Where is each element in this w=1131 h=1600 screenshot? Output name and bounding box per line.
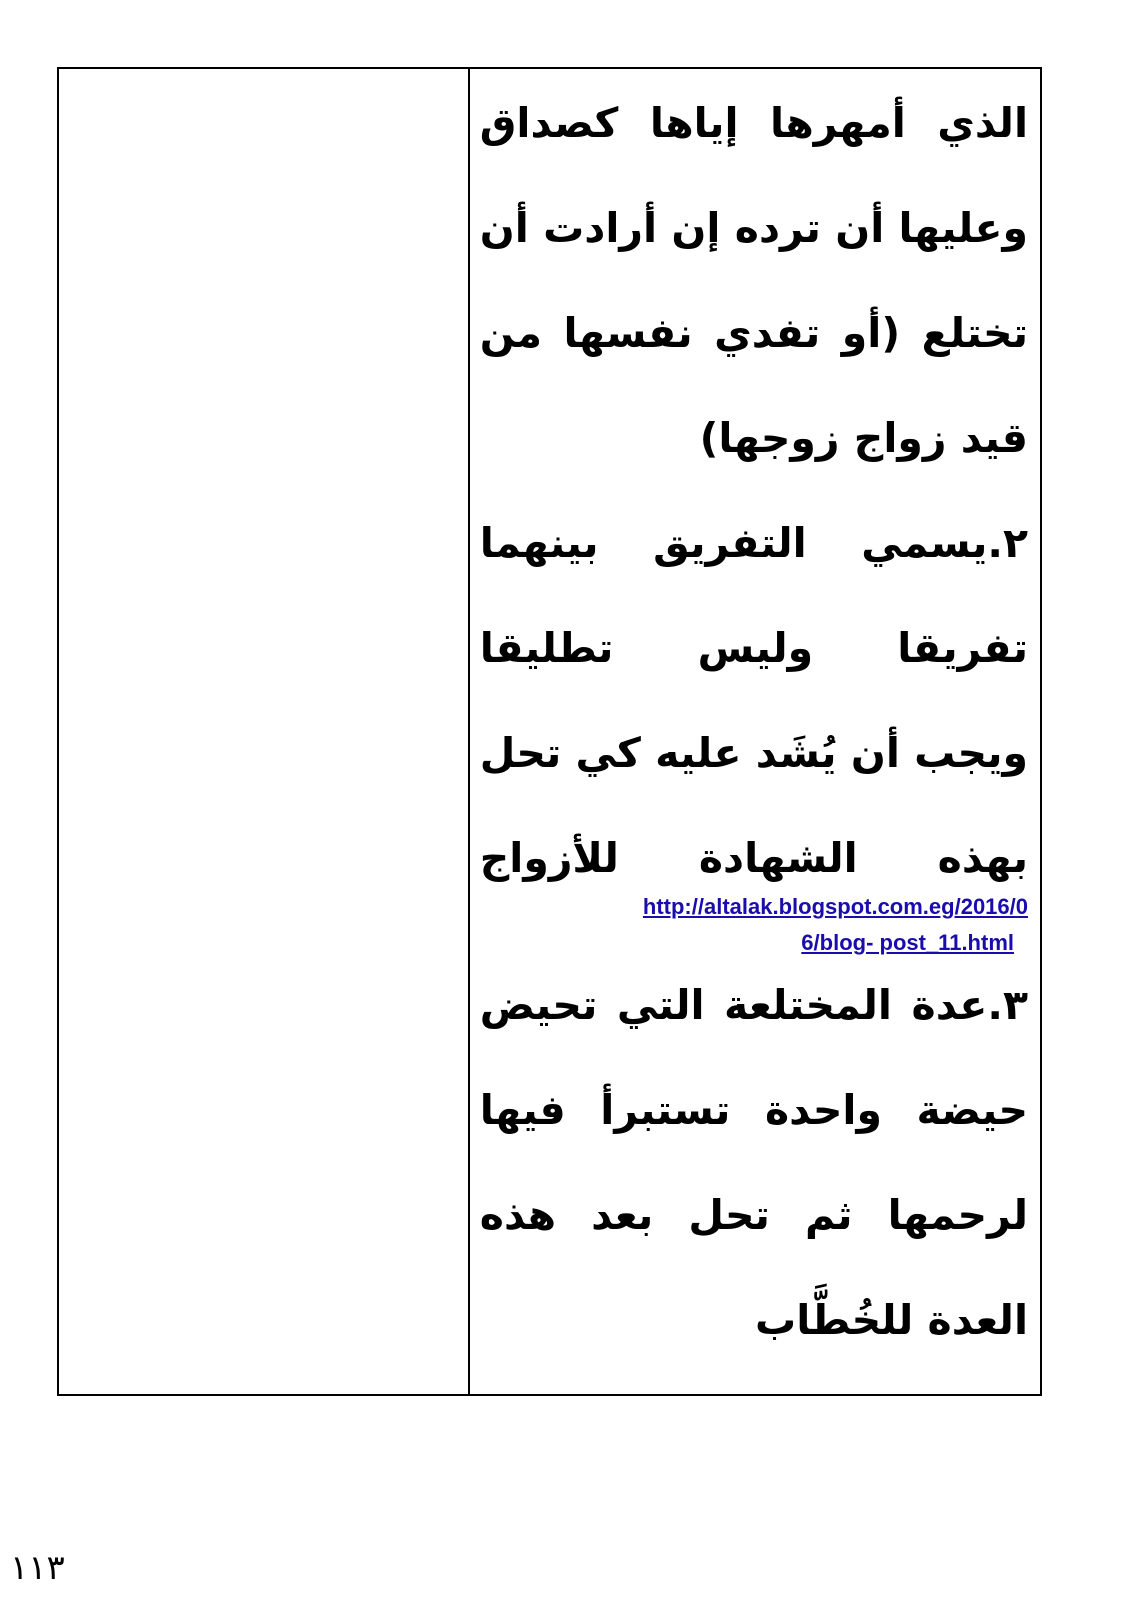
link-line-2[interactable]: 6/blog- post_11.html xyxy=(801,930,1014,955)
link-line-1[interactable]: http://altalak.blogspot.com.eg/2016/0 xyxy=(642,894,1028,919)
text-line: الذي أمهرها إياها كصداق xyxy=(479,99,1028,147)
text-line: تختلع (أو تفدي نفسها من xyxy=(479,309,1028,357)
text-column xyxy=(470,69,1040,1394)
text-line: ٢.يسمي التفريق بينهما xyxy=(479,519,1028,567)
text-line: العدة للخُطَّاب xyxy=(755,1296,1028,1344)
text-line: بهذه الشهادة للأزواج xyxy=(479,834,1028,882)
text-line: ٣.عدة المختلعة التي تحيض xyxy=(479,981,1028,1029)
page-number: ١١٣ xyxy=(10,1548,65,1588)
content-table xyxy=(57,67,1042,1396)
source-link[interactable] xyxy=(480,889,1028,961)
empty-left-column xyxy=(59,69,470,1394)
text-line: لرحمها ثم تحل بعد هذه xyxy=(479,1191,1028,1239)
text-line: تفريقا وليس تطليقا xyxy=(479,624,1028,672)
text-line: حيضة واحدة تستبرأ فيها xyxy=(479,1086,1028,1134)
text-line: ويجب أن يُشَد عليه كي تحل xyxy=(479,729,1028,777)
text-line: وعليها أن ترده إن أرادت أن xyxy=(479,204,1028,252)
text-line: قيد زواج زوجها) xyxy=(699,414,1028,462)
